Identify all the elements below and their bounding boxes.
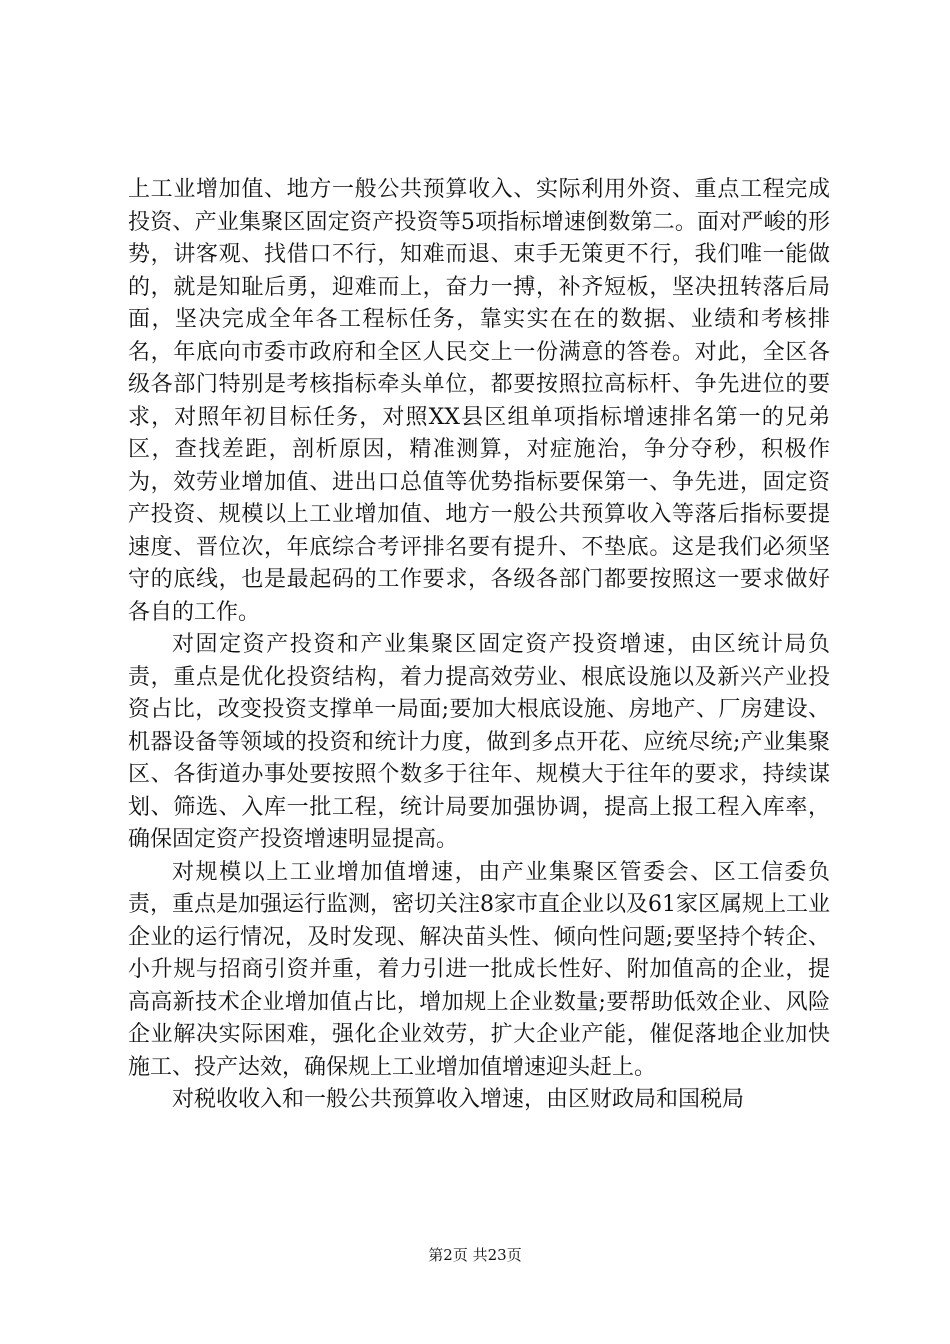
paragraph-industrial-value-added: 对规模以上工业增加值增速，由产业集聚区管委会、区工信委负责，重点是加强运行监测，密切关注8家市直企业以及61家区属规上工业企业的运行情况，及时发现、解决苗头性、倾向性问题;要坚持个转企、小升规与招商引资并重，着力引进一批成长性好、附加值高的企业，提高高新技术企业增加值占比，增加规上企业数量;要帮助低效企业、风险企业解决实际困难，强化企业效劳，扩大企业产能，催促落地企业加快施工、投产达效，确保规上工业增加值增速迎头赶上。	[128, 859, 830, 1080]
paragraph-fixed-asset-investment: 对固定资产投资和产业集聚区固定资产投资增速，由区统计局负责，重点是优化投资结构，着力提高效劳业、根底设施以及新兴产业投资占比，改变投资支撑单一局面;要加大根底设施、房地产、厂房建设、机器设备等领域的投资和统计力度，做到多点开花、应统尽统;产业集聚区、各街道办事处要按照个数多于往年、规模大于往年的要求，持续谋划、筛选、入库一批工程，统计局要加强协调，提高上报工程入库率，确保固定资产投资增速明显提高。	[128, 632, 830, 852]
document-body	[128, 174, 830, 1117]
paragraph-tax-revenue: 对税收收入和一般公共预算收入增速，由区财政局和国税局	[172, 1087, 745, 1112]
paragraph-continuation: 上工业增加值、地方一般公共预算收入、实际利用外资、重点工程完成投资、产业集聚区固定资产投资等5项指标增速倒数第二。面对严峻的形势，讲客观、找借口不行，知难而退、束手无策更不行，我们唯一能做的，就是知耻后勇，迎难而上，奋力一搏，补齐短板，坚决扭转落后局面，坚决完成全年各工程标任务，靠实实在在的数据、业绩和考核排名，年底向市委市政府和全区人民交上一份满意的答卷。对此，全区各级各部门特别是考核指标牵头单位，都要按照拉高标杆、争先进位的要求，对照年初目标任务，对照XX县区组单项指标增速排名第一的兄弟区，查找差距，剖析原因，精准测算，对症施治，争分夺秒，积极作为，效劳业增加值、进出口总值等优势指标要保第一、争先进，固定资产投资、规模以上工业增加值、地方一般公共预算收入等落后指标要提速度、晋位次，年底综合考评排名要有提升、不垫底。这是我们必须坚守的底线，也是最起码的工作要求，各级各部门都要按照这一要求做好各自的工作。	[128, 177, 830, 625]
page-footer: 第2页 共23页	[428, 1246, 522, 1264]
